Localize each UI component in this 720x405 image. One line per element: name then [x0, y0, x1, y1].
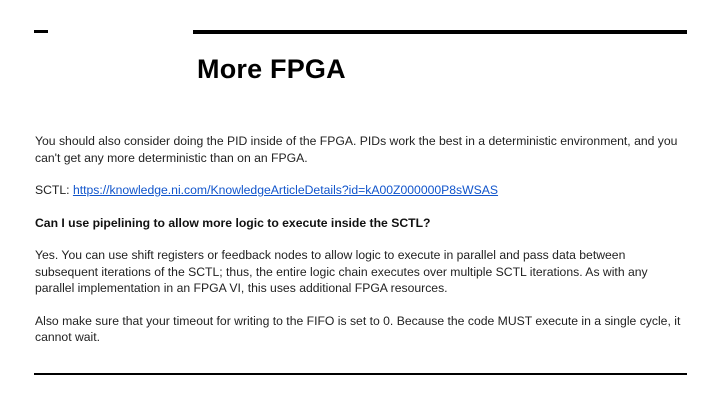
sctl-knowledge-link[interactable]: https://knowledge.ni.com/KnowledgeArticleDetails?id=kA00Z000000P8sWSAS — [72, 183, 499, 197]
title-top-rule — [193, 30, 687, 34]
paragraph-pid: You should also consider doing the PID inside of the FPGA. PIDs work the best in a deterministic environment, and you can't get any more deterministic than on an FPGA. — [35, 134, 678, 165]
pipelining-question: Can I use pipelining to allow more logic to execute inside the SCTL? — [35, 215, 431, 230]
sctl-label: SCTL: — [35, 183, 73, 197]
paragraph-fifo-timeout: Also make sure that your timeout for writing to the FIFO is set to 0. Because the code MUST execute in a single cycle, it cannot wait. — [35, 313, 681, 344]
slide-title: More FPGA — [197, 54, 346, 84]
decorative-short-rule — [34, 30, 48, 33]
pipelining-answer: Yes. You can use shift registers or feedback nodes to allow logic to execute in parallel and pass data between subsequent iterations of the SCTL; thus, the entire logic chain executes over multiple SCTL iterations. As with any parallel implementation in an FPGA VI, this uses additional FPGA resources. — [35, 248, 648, 295]
slide-body — [35, 133, 690, 362]
bottom-rule — [34, 373, 687, 375]
paragraph-sctl — [35, 182, 690, 199]
